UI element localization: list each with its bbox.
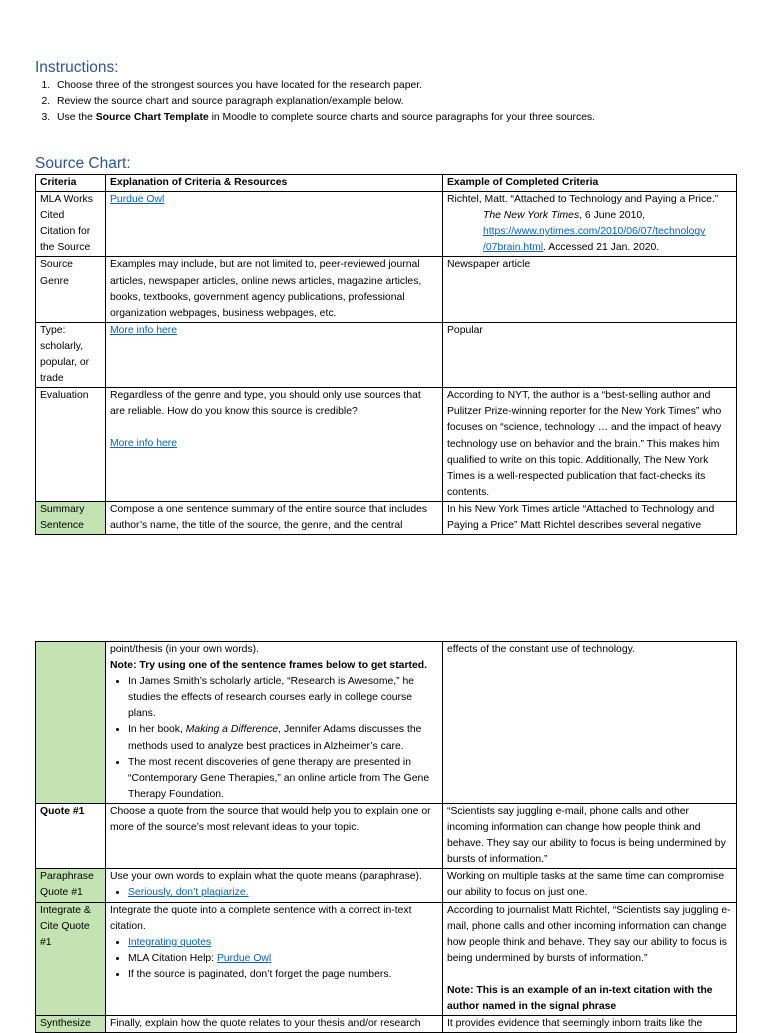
header-criteria: Criteria — [36, 175, 106, 192]
list-item — [128, 935, 438, 951]
criteria-cell: MLA Works Cited Citation for the Source — [36, 192, 106, 257]
instruction-item: 1. Choose three of the strongest sources you have located for the research paper. — [53, 78, 753, 94]
nytimes-url-link[interactable]: https://www.nytimes.com/2010/06/07/technology /07brain.html — [483, 226, 706, 254]
table-row — [36, 803, 737, 868]
list-item: • The most recent discoveries of gene therapy are presented in “Contemporary Gene Therapies,” an online article from The Gene Therapy Foundation. — [128, 755, 438, 803]
table-row — [36, 902, 737, 1016]
example-cell: Newspaper article — [443, 257, 737, 322]
explanation-cell — [106, 322, 443, 387]
source-chart-table-continued — [35, 641, 737, 1033]
sentence-frames-list — [110, 674, 438, 803]
table-row — [36, 257, 737, 322]
table-header-row — [36, 175, 737, 192]
integrating-quotes-link[interactable]: Integrating quotes — [128, 936, 212, 948]
criteria-cell — [36, 642, 106, 804]
purdue-owl-link[interactable]: Purdue Owl — [216, 952, 272, 964]
table-row — [36, 642, 737, 804]
citation-note: Note: This is an example of an in-text citation with the author named in the signal phrase — [447, 984, 713, 1012]
example-cell: “Scientists say juggling e-mail, phone calls and other incoming information can change how people think and behave. They say our ability to focus is being undermined by bursts of information.” — [443, 803, 737, 868]
explanation-cell: Integrate the quote into a complete sentence with a correct in-text citation. • Integrating quotes • MLA Citation Help: Purdue Owl • If the source is paginated, don’t forget the page numbers. — [106, 902, 443, 1016]
table-row — [36, 388, 737, 502]
table-row — [36, 322, 737, 387]
criteria-cell: Type: scholarly, popular, or trade — [36, 322, 106, 387]
purdue-owl-link[interactable]: Purdue Owl — [110, 194, 165, 206]
criteria-cell: Summary Sentence — [36, 501, 106, 534]
table-row — [36, 501, 737, 534]
source-chart-heading: Source Chart: — [35, 155, 131, 172]
explanation-cell: Finally, explain how the quote relates to your thesis and/or research — [106, 1016, 443, 1033]
criteria-cell: Paraphrase Quote #1 — [36, 869, 106, 902]
example-cell: According to journalist Matt Richtel, “Scientists say juggling e-mail, phone calls and other incoming information can change how people think and behave. They say our ability to focus is being undermined by bursts of information.” Note: This is an example of an in-text citation with the author named in the signal phrase — [443, 902, 737, 1016]
criteria-cell: Integrate & Cite Quote #1 — [36, 902, 106, 1016]
example-cell: According to NYT, the author is a “best-selling author and Pulitzer Prize-winning reporter for the New York Times” who focuses on “science, technology … and the impact of heavy technology use on behavior and the brain.” This makes him qualified to write on this topic. Additionally, The New York Times is a well-respected publication that fact-checks its contents. — [443, 388, 737, 502]
criteria-cell: Source Genre — [36, 257, 106, 322]
header-explanation: Explanation of Criteria & Resources — [106, 175, 443, 192]
table-row — [36, 192, 737, 257]
sentence-frames-note: Note: Try using one of the sentence frames below to get started. — [110, 660, 427, 672]
example-cell: effects of the constant use of technology. — [443, 642, 737, 804]
table-row — [36, 1016, 737, 1033]
explanation-cell — [106, 192, 443, 257]
more-info-link[interactable]: More info here — [110, 324, 177, 336]
criteria-cell: Synthesize — [36, 1016, 106, 1033]
explanation-cell: Choose a quote from the source that would help you to explain one or more of the source’s most relevant ideas to your topic. — [106, 803, 443, 868]
example-cell: Working on multiple tasks at the same time can compromise our ability to focus on just one. — [443, 869, 737, 902]
list-item: • In James Smith’s scholarly article, “Research is Awesome,” he studies the effects of research courses early in college course plans. — [128, 674, 438, 722]
explanation-cell: Regardless of the genre and type, you should only use sources that are reliable. How do you know this source is credible? More info here — [106, 388, 443, 502]
explanation-cell: Compose a one sentence summary of the entire source that includes author’s name, the title of the source, the genre, and the central — [106, 501, 443, 534]
example-cell: Popular — [443, 322, 737, 387]
explanation-cell: Examples may include, but are not limited to, peer-reviewed journal articles, newspaper articles, online news articles, magazine articles, books, textbooks, government agency publications, professional organization webpages, business webpages, etc. — [106, 257, 443, 322]
list-item: • In her book, Making a Difference, Jennifer Adams discusses the methods used to analyze best practices in Alzheimer’s care. — [128, 722, 438, 754]
source-chart-table — [35, 174, 737, 535]
citation-hanging: The New York Times, 6 June 2010, https://www.nytimes.com/2010/06/07/technology /07brain.html. Accessed 21 Jan. 2020. — [483, 210, 706, 254]
example-cell — [443, 192, 737, 257]
list-item: • If the source is paginated, don’t forget the page numbers. — [128, 967, 438, 983]
plagiarize-link[interactable]: Seriously, don’t plagiarize. — [128, 887, 249, 899]
instruction-item: 2. Review the source chart and source paragraph explanation/example below. — [53, 94, 753, 110]
criteria-cell: Evaluation — [36, 388, 106, 502]
list-item — [128, 885, 438, 901]
instructions-heading: Instructions: — [35, 59, 119, 76]
example-cell: In his New York Times article “Attached to Technology and Paying a Price” Matt Richtel describes several negative — [443, 501, 737, 534]
header-example: Example of Completed Criteria — [443, 175, 737, 192]
example-cell: It provides evidence that seemingly inborn traits like the — [443, 1016, 737, 1033]
instruction-item: 3. Use the Source Chart Template in Moodle to complete source charts and source paragraphs for your three sources. — [53, 110, 753, 126]
explanation-cell: Use your own words to explain what the quote means (paraphrase). • Seriously, don’t plagiarize. — [106, 869, 443, 902]
explanation-cell: point/thesis (in your own words). Note: Try using one of the sentence frames below to get started. • In James Smith’s scholarly article, “Research is Awesome,” he studies the effects of research courses early in college course plans. • In her book, Making a Difference, Jennifer Adams discusses the methods used to analyze best practices in Alzheimer’s care. • The most recent discoveries of gene therapy are presented in “Contemporary Gene Therapies,” an online article from The Gene Therapy Foundation. — [106, 642, 443, 804]
criteria-cell: Quote #1 — [36, 803, 106, 868]
citation-line: Richtel, Matt. “Attached to Technology and Paying a Price.” — [447, 194, 719, 206]
page-2 — [0, 590, 768, 1030]
instructions-list — [35, 78, 753, 126]
more-info-link[interactable]: More info here — [110, 438, 177, 450]
table-row — [36, 869, 737, 902]
list-item: • MLA Citation Help: Purdue Owl — [128, 951, 438, 967]
